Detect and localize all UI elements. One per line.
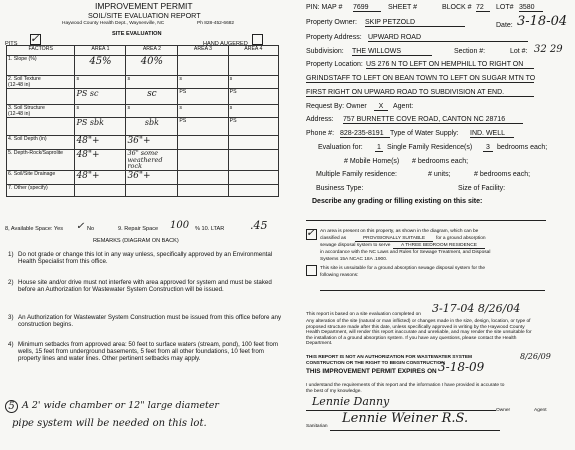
- area1-cell: [75, 184, 126, 196]
- col-header: AREA 2: [126, 46, 178, 56]
- site-eval-heading: SITE EVALUATION: [112, 31, 162, 37]
- location-line2: GRINDSTAFF TO LEFT ON BEAN TOWN TO LEFT ON SUGAR MTN TO: [306, 75, 536, 82]
- bedrooms-label: bedrooms each;: [497, 144, 548, 151]
- area4-cell: [228, 170, 278, 184]
- mailing-address-label: Address:: [306, 116, 334, 123]
- unsuitable-checkbox[interactable]: [306, 265, 317, 276]
- remark-number: 3): [8, 314, 14, 321]
- col-header: AREA 4: [228, 46, 278, 56]
- agency-name: Haywood County Health Dept., Waynesville, NC: [62, 21, 165, 26]
- table-row: [7, 150, 279, 171]
- agency-phone: Ph 828-452-6682: [197, 21, 235, 26]
- units-label: # units;: [428, 171, 451, 178]
- table-row: [7, 170, 279, 184]
- unsuitable-text1: This site is unsuitable for a ground absorption sewage disposal system for the: [320, 266, 486, 271]
- lot-label: LOT#: [496, 4, 514, 11]
- area1-cell: PS sbk: [75, 118, 126, 136]
- completed-value: 3-17-04 8/26/04: [432, 302, 521, 315]
- area3-cell: [178, 170, 228, 184]
- owner-label: Property Owner:: [306, 19, 357, 26]
- section-label: Section #:: [454, 48, 486, 55]
- classification-text3a: sewage disposal system to serve: [320, 243, 391, 248]
- factor-cell: 3. Soil Structure (12-48 in): [7, 105, 75, 118]
- area3-cell: [178, 184, 228, 196]
- area2-cell: sc: [126, 89, 178, 105]
- area1-cell: 48"+: [75, 170, 126, 184]
- mobile-home-label: # Mobile Home(s): [344, 158, 400, 165]
- warning-line1: THIS REPORT IS NOT AN AUTHORIZATION FOR WASTEWATER SYSTEM: [306, 355, 473, 360]
- water-supply-label: Type of Water Supply:: [390, 130, 459, 137]
- evaluation-count: 1: [375, 144, 383, 152]
- area4-cell: [228, 56, 278, 76]
- expires-note: 8/26/09: [520, 352, 551, 361]
- table-row: [7, 89, 279, 105]
- evaluation-for-label: Evaluation for:: [318, 144, 363, 151]
- pin-map-label: PIN: MAP #: [306, 4, 343, 11]
- handwritten-remark-line1: A 2' wide chamber or 12" large diameter: [22, 400, 219, 411]
- describe-grading-label: Describe any grading or filling existing on this site:: [312, 198, 483, 205]
- factor-cell: 4. Soil Depth (in): [7, 136, 75, 150]
- classification-text5: Systems 15A NCAC 18A .1900.: [320, 257, 388, 262]
- suitable-check-mark: ✓: [306, 226, 316, 239]
- location-label: Property Location:: [306, 61, 363, 68]
- area3-cell: s: [178, 76, 228, 89]
- handwritten-remark-line2: pipe system will be needed on this lot.: [12, 418, 207, 429]
- repair-space-value: 100: [170, 220, 190, 231]
- area1-cell: 48"+: [75, 150, 126, 171]
- agent-signature-label: Agent: [534, 408, 547, 413]
- classification-text4: in accordance with the NC Laws and Rules for Sewage Treatment, and Disposal: [320, 250, 491, 255]
- area3-cell: PS: [178, 118, 228, 136]
- area3-cell: [178, 150, 228, 171]
- repair-space-label: 9. Repair Space: [118, 226, 159, 232]
- permit-title: IMPROVEMENT PERMIT: [95, 1, 193, 11]
- remark-number: 4): [8, 341, 14, 348]
- owner-signature: Lennie Danny: [312, 395, 390, 408]
- area1-cell: s: [75, 105, 126, 118]
- available-space-label: 8, Available Space: Yes: [5, 226, 64, 232]
- area4-cell: [228, 184, 278, 196]
- acknowledgement-line2: the best of my knowledge.: [306, 389, 362, 394]
- area4-cell: [228, 150, 278, 171]
- warning-line2: CONSTRUCTION OR THE RIGHT TO BEGIN CONSTRUCTION: [306, 361, 445, 366]
- expires-label: THIS IMPROVEMENT PERMIT EXPIRES ON: [306, 368, 437, 375]
- area4-cell: PS: [228, 89, 278, 105]
- request-owner-mark: X: [374, 103, 388, 111]
- area2-cell: 36"+: [126, 136, 178, 150]
- area2-cell: sbk: [126, 118, 178, 136]
- area2-cell: [126, 184, 178, 196]
- classification-text2a: classified as: [320, 236, 347, 241]
- phone-label: Phone #:: [306, 130, 335, 137]
- sanitarian-signature: Lennie Weiner R.S.: [342, 411, 469, 426]
- area2-cell: 40%: [126, 56, 178, 76]
- hand-augered-checkbox[interactable]: [252, 34, 263, 45]
- acknowledgement-line1: I understand the requirements of this report and the information I have provided is accurate to: [306, 383, 505, 388]
- multi-bedrooms-label: # bedrooms each;: [474, 171, 531, 178]
- water-supply-value: IND. WELL: [470, 130, 514, 138]
- location-line3: FIRST RIGHT ON UPWARD ROAD TO SUBDIVISION AT END.: [306, 89, 534, 97]
- grading-line: [306, 220, 546, 221]
- remarks-heading: REMARKS (DIAGRAM ON BACK): [93, 238, 179, 244]
- agent-label: Agent:: [393, 103, 414, 110]
- area2-cell: s: [126, 105, 178, 118]
- expires-value: 3-18-09: [438, 360, 485, 374]
- mailing-address-value: 757 BURNETTE COVE ROAD, CANTON NC 28716: [343, 116, 523, 124]
- block-label: BLOCK #: [442, 4, 472, 11]
- sanitarian-label: Sanitarian: [306, 424, 328, 429]
- area3-cell: [178, 136, 228, 150]
- pits-check-mark: ✓: [30, 32, 40, 45]
- unsuitable-line: [320, 290, 545, 291]
- property-lot-label: Lot #:: [510, 48, 528, 55]
- remark-text: House site and/or drive must not interfere with area approved for system and must be staked before an Authorization for Wastewater System Construction will be issued.: [18, 279, 272, 294]
- request-by-label: Request By: Owner: [306, 103, 367, 110]
- owner-signature-label: Owner: [496, 408, 511, 413]
- classification-value: PROVISIONALLY SUITABLE: [355, 236, 433, 242]
- pits-label: PITS: [5, 41, 18, 47]
- property-address-value: UPWARD ROAD: [368, 34, 528, 42]
- remark-text: Do not grade or change this lot in any way unless, specifically approved by an Environmental Health Specialist from this office.: [18, 251, 273, 266]
- area2-cell: 36"+: [126, 170, 178, 184]
- col-header: AREA 1: [75, 46, 126, 56]
- area1-cell: s: [75, 76, 126, 89]
- subdivision-label: Subdivision:: [306, 48, 344, 55]
- factor-cell: [7, 118, 75, 136]
- table-row: [7, 76, 279, 89]
- factor-cell: 1. Slope (%): [7, 56, 75, 76]
- area4-cell: PS: [228, 118, 278, 136]
- handwritten-remark-number: 5: [5, 400, 18, 413]
- ltar-label: % 10. LTAR: [195, 226, 225, 232]
- mobile-bedrooms-label: # bedrooms each;: [412, 158, 469, 165]
- block-value: 72: [476, 4, 490, 12]
- area3-cell: s: [178, 105, 228, 118]
- area4-cell: s: [228, 105, 278, 118]
- date-value: 3-18-04: [517, 14, 568, 29]
- business-type-label: Business Type:: [316, 185, 364, 192]
- area1-cell: 45%: [75, 56, 126, 76]
- area4-cell: s: [228, 76, 278, 89]
- owner-value: SKIP PETZOLD: [365, 19, 465, 27]
- remark-number: 1): [8, 251, 14, 258]
- classification-text2b: for a ground absorption: [436, 236, 486, 241]
- table-row: [7, 118, 279, 136]
- facility-size-label: Size of Facility:: [458, 185, 506, 192]
- area3-cell: PS: [178, 89, 228, 105]
- ltar-value: .45: [250, 219, 268, 232]
- factor-cell: 5. Depth-Rock/Saprolite: [7, 150, 75, 171]
- remark-number: 2): [8, 279, 14, 286]
- classification-serve-value: A THREE BEDROOM RESIDENCE: [393, 243, 485, 249]
- available-space-check: ✓: [76, 221, 85, 232]
- col-header: AREA 3: [178, 46, 228, 56]
- site-evaluation-table: [6, 45, 279, 197]
- hand-augered-label: HAND AUGERED: [203, 41, 248, 47]
- table-row: [7, 56, 279, 76]
- phone-value: 828-235-8191: [340, 130, 390, 138]
- subdivision-value: THE WILLOWS: [352, 48, 432, 56]
- location-line1: US 276 N TO LEFT ON HEMPHILL TO RIGHT ON: [366, 61, 534, 69]
- factor-cell: [7, 89, 75, 105]
- property-lot-value: 32 29: [534, 44, 563, 55]
- table-row: [7, 105, 279, 118]
- area1-cell: PS sc: [75, 89, 126, 105]
- sanitarian-signature-line: [330, 430, 500, 431]
- table-row: [7, 184, 279, 196]
- report-subtitle: SOIL/SITE EVALUATION REPORT: [88, 11, 201, 20]
- property-address-label: Property Address:: [306, 34, 362, 41]
- factor-cell: 2. Soil Texture (12-48 in): [7, 76, 75, 89]
- table-row: [7, 136, 279, 150]
- remark-text: An Authorization for Wastewater System Construction must be issued from this office before any construction begins.: [18, 314, 282, 329]
- multi-family-label: Multiple Family residence:: [316, 171, 397, 178]
- factor-cell: 7. Other (specify): [7, 184, 75, 196]
- area1-cell: 48"+: [75, 136, 126, 150]
- area3-cell: [178, 56, 228, 76]
- factor-cell: 6. Soil/Site Drainage: [7, 170, 75, 184]
- area2-cell: s: [126, 76, 178, 89]
- col-header: FACTORS: [7, 46, 75, 56]
- evaluation-type: Single Family Residence(s): [387, 144, 473, 151]
- sheet-label: SHEET #: [388, 4, 418, 11]
- area2-cell: 36" some weathered rock: [126, 150, 178, 171]
- validity-body: Any alteration of the site (natural or man inflicted) or changes made in the size, design, location, or type of proposed structure made after this date, unless specifically approved in writing by the Haywood County Health Department, will render this report inaccurate and unreliable, and may render the site unsuitable for the installation of a ground absorption system. If you have any questions, please contact the Health Department.: [306, 319, 532, 347]
- pin-map-value: 7699: [353, 4, 381, 12]
- unsuitable-text2: following reasons:: [320, 273, 359, 278]
- remark-text: Minimum setbacks from approved area: 50 feet to surface waters (stream, pond), 100 feet from wells, 15 feet from underground basements, 5 feet from all other foundations, 10 feet from property lines and water lines. Other pertinent setbacks may apply.: [18, 341, 278, 363]
- area4-cell: [228, 136, 278, 150]
- lot-value: 3580: [519, 4, 543, 12]
- date-label: Date:: [496, 22, 513, 29]
- completed-label: This report is based on a site evaluation completed on: [306, 312, 421, 317]
- bedroom-count: 3: [483, 144, 493, 152]
- available-space-no: No: [87, 226, 95, 232]
- classification-text1: An area is present on this property, as shown in the diagram, which can be: [320, 229, 479, 234]
